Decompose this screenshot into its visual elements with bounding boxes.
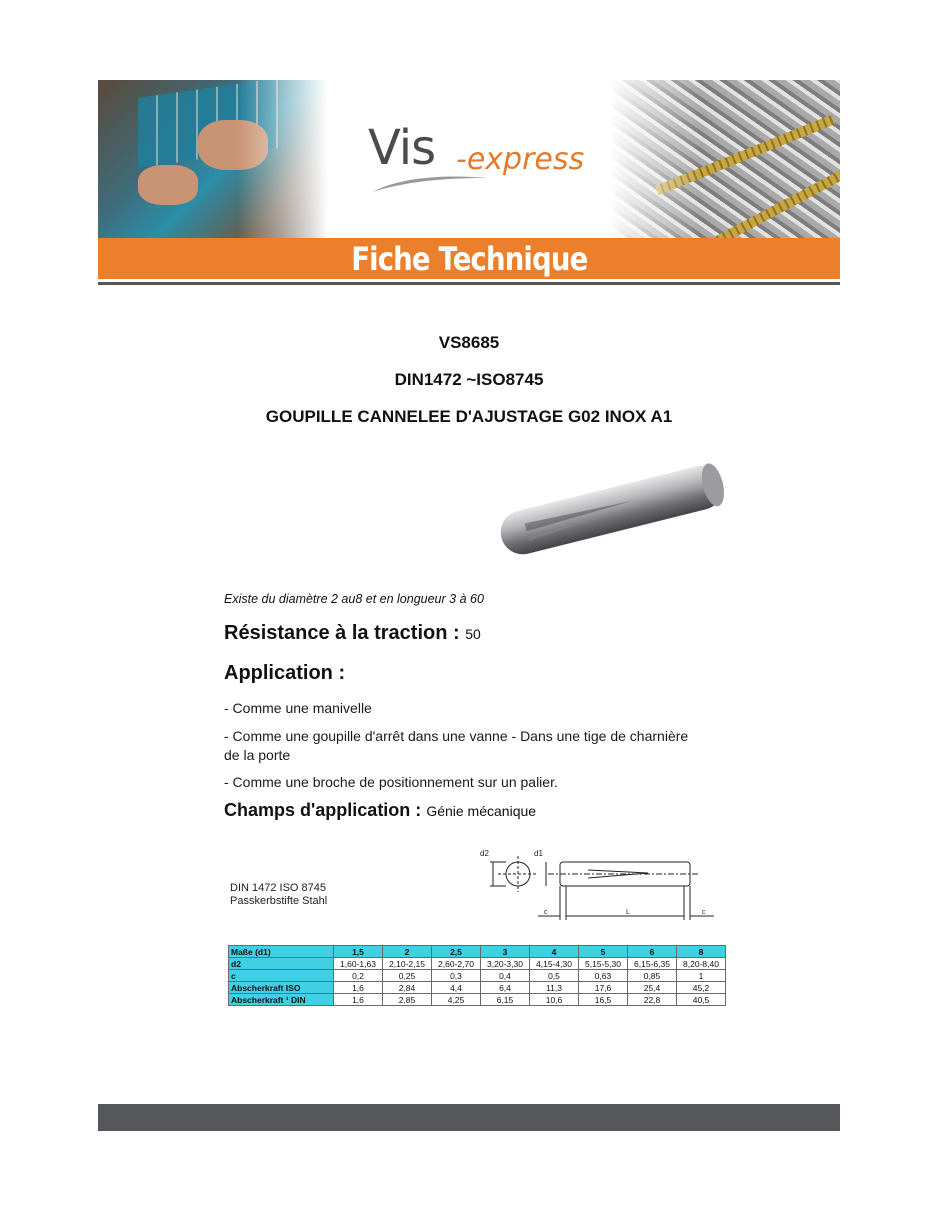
row-label: Abscherkraft ISO — [229, 982, 334, 994]
logo-swoosh-icon — [370, 172, 490, 196]
table-cell: 2,10-2,15 — [383, 958, 432, 970]
table-cell: 4,15-4,30 — [530, 958, 579, 970]
footer-bar — [98, 1104, 840, 1131]
table-header-row — [229, 946, 726, 958]
spec-table — [228, 945, 726, 1006]
label-c-right: c — [702, 909, 706, 916]
table-cell: 0,5 — [530, 970, 579, 982]
table-cell: 6,15-6,35 — [628, 958, 677, 970]
table-cell: 22,8 — [628, 994, 677, 1006]
table-cell: 8,20-8,40 — [677, 958, 726, 970]
table-cell: 4,4 — [432, 982, 481, 994]
table-header-cell: 6 — [628, 946, 677, 958]
table-cell: 0,63 — [579, 970, 628, 982]
drawing-title — [230, 882, 327, 908]
label-d1: d1 — [534, 849, 543, 858]
table-cell: 40,5 — [677, 994, 726, 1006]
table-cell: 16,5 — [579, 994, 628, 1006]
application-line: - Comme une broche de positionnement sur un palier. — [224, 774, 558, 790]
application-line: - Comme une goupille d'arrêt dans une vanne - Dans une tige de charnière de la porte — [224, 728, 689, 763]
screws-photo — [610, 80, 840, 238]
logo-main-text: Vis — [368, 120, 436, 176]
table-cell: 0,2 — [334, 970, 383, 982]
table-row — [229, 994, 726, 1006]
fields-heading — [224, 800, 536, 821]
table-row — [229, 958, 726, 970]
table-cell: 45,2 — [677, 982, 726, 994]
table-cell: 0,4 — [481, 970, 530, 982]
fields-label: Champs d'application : — [224, 800, 422, 820]
table-row — [229, 970, 726, 982]
table-cell: 4,25 — [432, 994, 481, 1006]
hand-image — [138, 165, 198, 205]
product-reference: VS8685 — [438, 333, 500, 352]
table-cell: 6,15 — [481, 994, 530, 1006]
table-cell: 25,4 — [628, 982, 677, 994]
label-d2: d2 — [480, 849, 489, 858]
resistance-heading — [224, 622, 481, 645]
table-cell: 10,6 — [530, 994, 579, 1006]
technical-drawing — [478, 842, 718, 924]
table-row — [229, 982, 726, 994]
row-label: c — [229, 970, 334, 982]
table-cell: 17,6 — [579, 982, 628, 994]
application-line: - Comme une manivelle — [224, 700, 372, 716]
table-header-cell: 1,5 — [334, 946, 383, 958]
header-banner — [98, 80, 840, 285]
product-titles — [98, 330, 840, 441]
availability-text: Existe du diamètre 2 au8 et en longueur 3 à 60 — [224, 592, 484, 606]
drawing-subtitle-line: Passkerbstifte Stahl — [230, 895, 328, 907]
resistance-label: Résistance à la traction : — [224, 622, 460, 644]
drawing-title-line: DIN 1472 ISO 8745 — [230, 882, 327, 894]
vis-express-logo — [368, 120, 588, 190]
product-name: GOUPILLE CANNELEE D'AJUSTAGE G02 INOX A1 — [265, 407, 673, 426]
table-header-cell: 4 — [530, 946, 579, 958]
table-cell: 3,20-3,30 — [481, 958, 530, 970]
table-cell: 11,3 — [530, 982, 579, 994]
product-standard: DIN1472 ~ISO8745 — [394, 370, 544, 389]
table-cell: 0,25 — [383, 970, 432, 982]
table-cell: 1,6 — [334, 982, 383, 994]
label-l: L — [626, 909, 630, 916]
resistance-value: 50 — [465, 626, 481, 642]
table-cell: 2,60-2,70 — [432, 958, 481, 970]
table-header-label: Maße (d1) — [229, 946, 334, 958]
table-cell: 1 — [677, 970, 726, 982]
table-cell: 2,84 — [383, 982, 432, 994]
table-header-cell: 3 — [481, 946, 530, 958]
fields-value: Génie mécanique — [426, 803, 537, 819]
table-cell: 1,6 — [334, 994, 383, 1006]
row-label: d2 — [229, 958, 334, 970]
pin-product-image — [484, 440, 740, 580]
tools-photo — [98, 80, 328, 238]
logo-sub-text: -express — [456, 142, 585, 177]
application-heading: Application : — [224, 662, 346, 684]
label-c-left: c — [544, 909, 548, 916]
row-label: Abscherkraft ¹ DIN — [229, 994, 334, 1006]
table-header-cell: 8 — [677, 946, 726, 958]
table-cell: 1,60-1,63 — [334, 958, 383, 970]
table-cell: 0,3 — [432, 970, 481, 982]
table-cell: 2,85 — [383, 994, 432, 1006]
table-cell: 0,85 — [628, 970, 677, 982]
banner-title-bar — [98, 238, 840, 279]
table-header-cell: 2,5 — [432, 946, 481, 958]
table-cell: 6,4 — [481, 982, 530, 994]
banner-title: Fiche Technique — [350, 239, 588, 278]
table-header-cell: 2 — [383, 946, 432, 958]
table-header-cell: 5 — [579, 946, 628, 958]
table-cell: 5,15-5,30 — [579, 958, 628, 970]
